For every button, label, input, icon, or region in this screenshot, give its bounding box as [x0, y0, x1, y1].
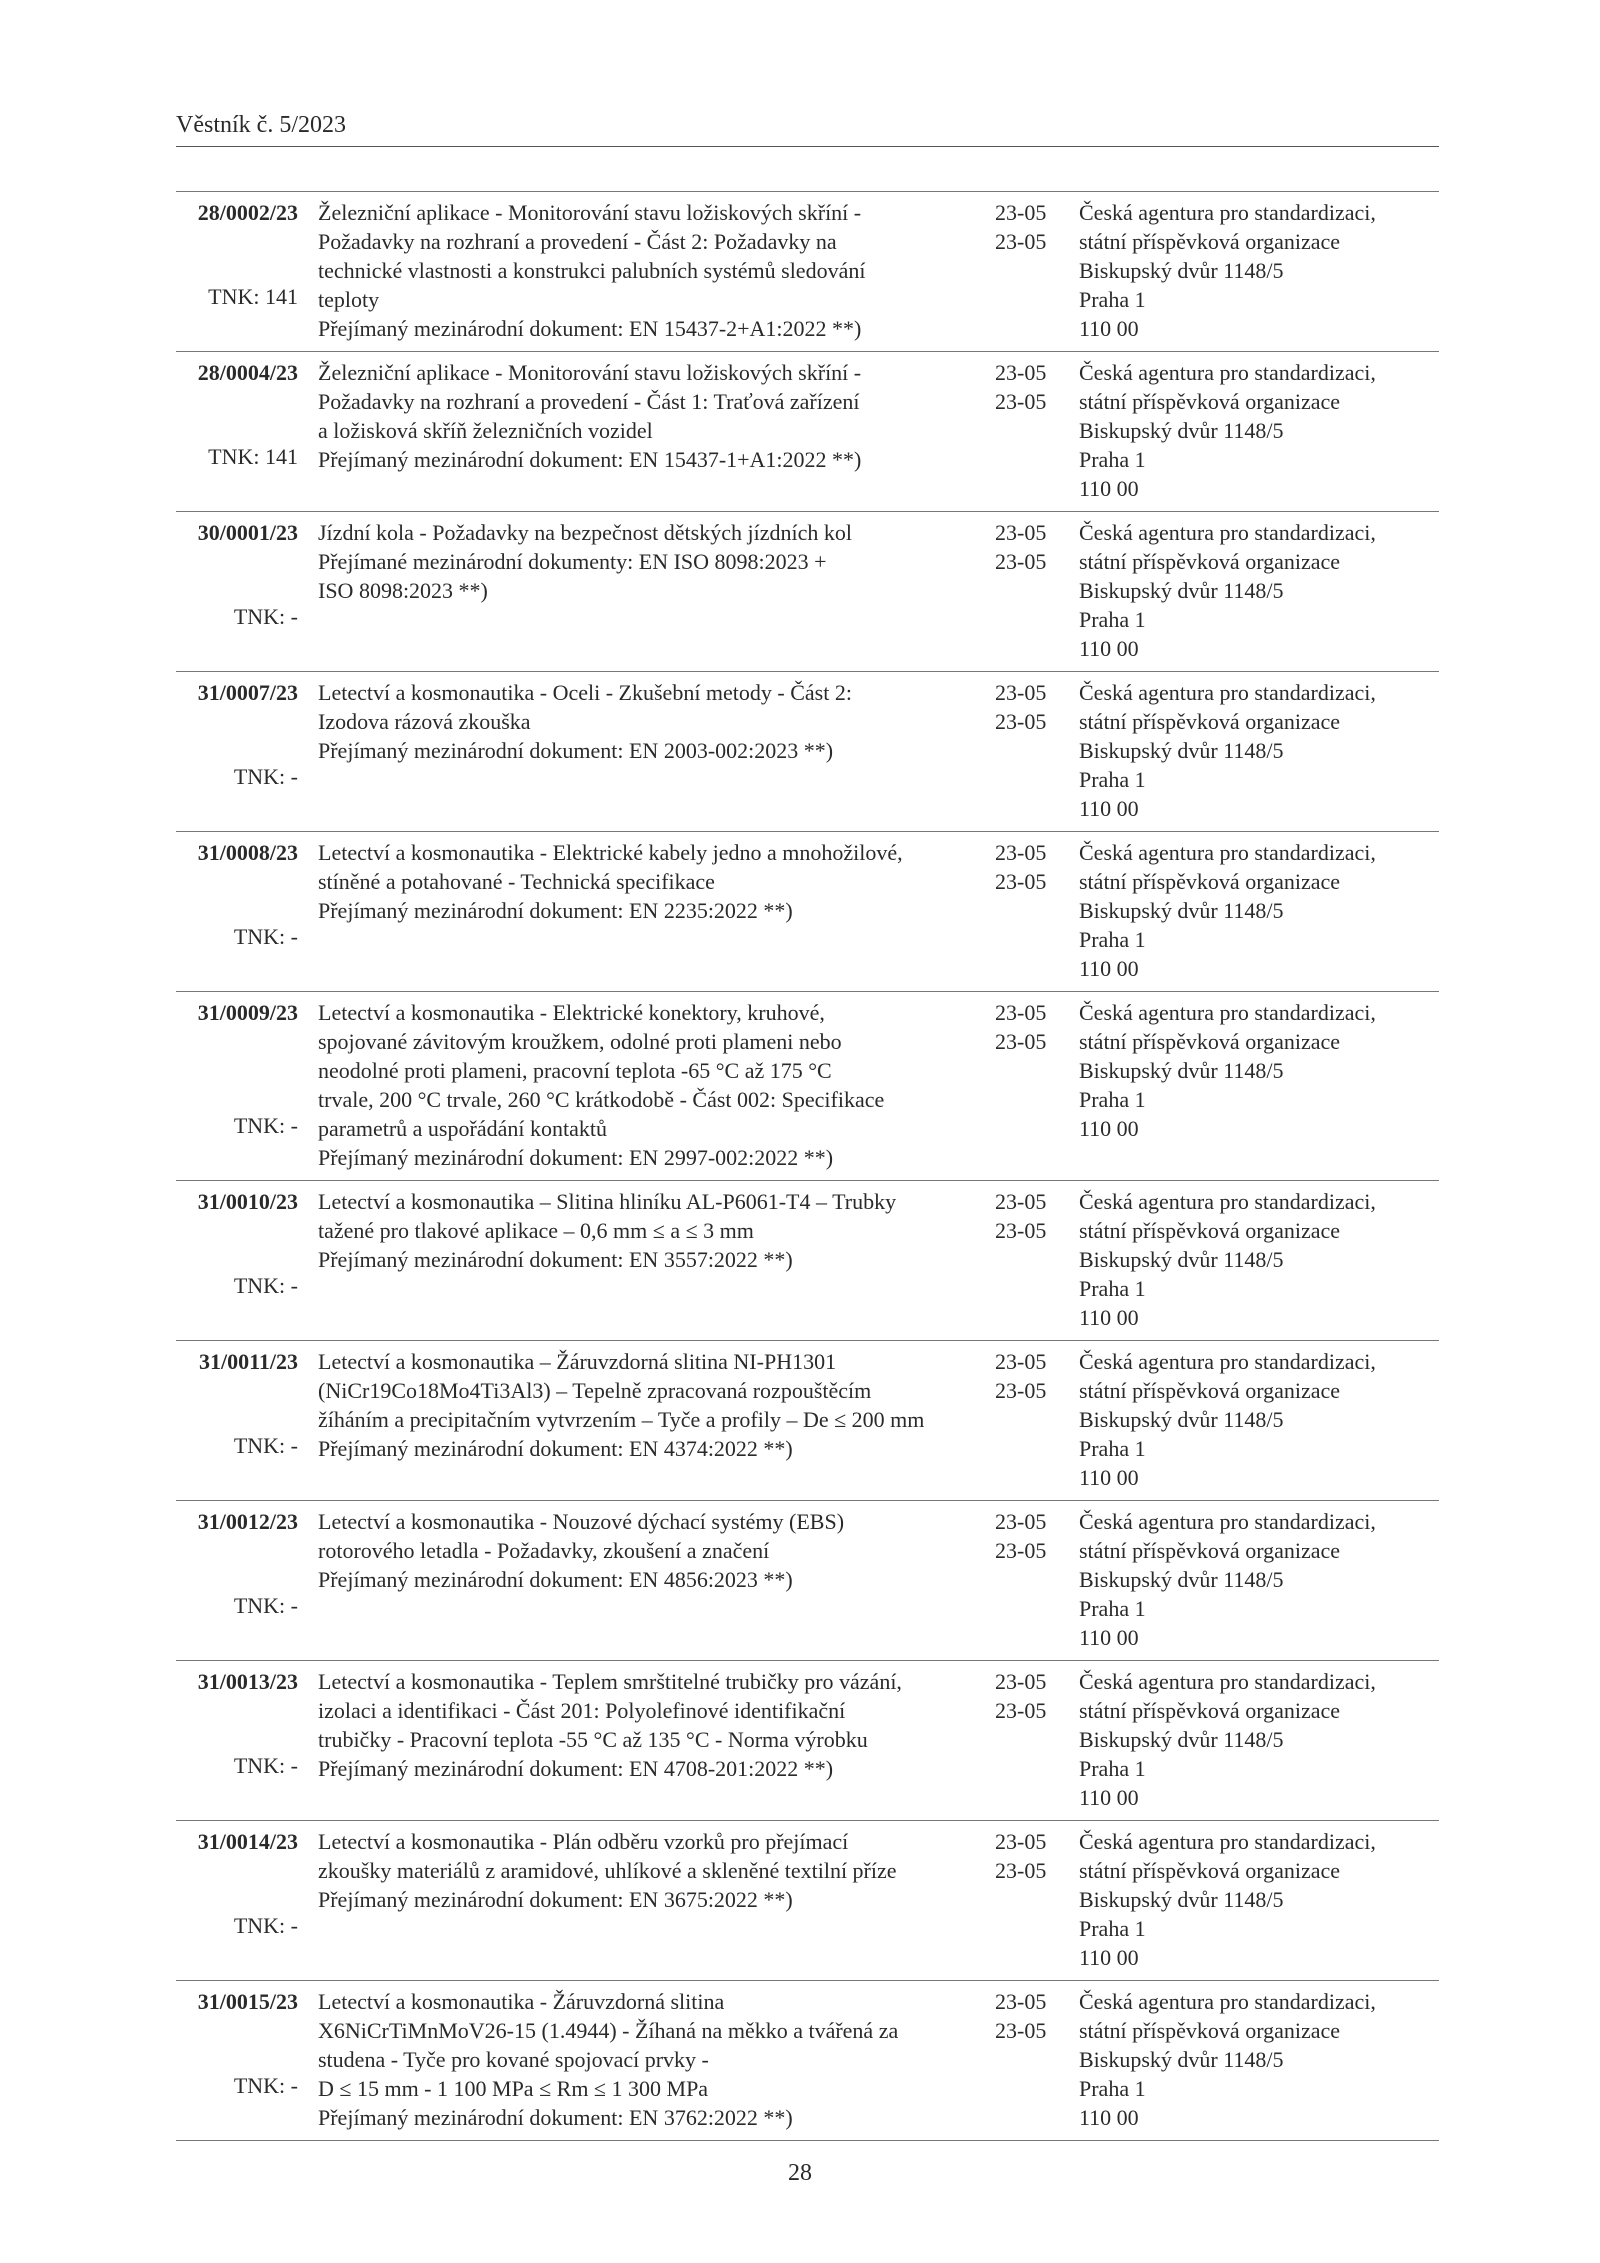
address-line: Biskupský dvůr 1148/5	[1079, 1567, 1284, 1592]
address-line: Praha 1	[1079, 1087, 1146, 1112]
address-line: státní příspěvková organizace	[1079, 1698, 1341, 1723]
tnk-label: TNK: -	[233, 1913, 298, 1938]
tnk-label: TNK: 141	[208, 284, 298, 309]
address-line: Biskupský dvůr 1148/5	[1079, 578, 1284, 603]
title-line: stíněné a potahované - Technická specifikace	[318, 869, 715, 894]
address-cell	[1073, 1981, 1439, 2141]
title-line: žíháním a precipitačním vytvrzením – Tyče a profily – De ≤ 200 mm	[318, 1407, 925, 1432]
page-header	[176, 112, 1439, 147]
address-line: státní příspěvková organizace	[1079, 389, 1341, 414]
standard-code-cell	[176, 1981, 308, 2141]
title-line: Přejímaný mezinárodní dokument: EN 4374:2022 **)	[318, 1436, 793, 1461]
standard-title-cell	[308, 1661, 981, 1821]
address-line: 110 00	[1079, 1465, 1139, 1490]
tnk-label: TNK: -	[233, 1753, 298, 1778]
title-line: D ≤ 15 mm - 1 100 MPa ≤ Rm ≤ 1 300 MPa	[318, 2076, 709, 2101]
table-row	[176, 192, 1439, 352]
standard-code: 31/0014/23	[197, 1829, 298, 1854]
table-row	[176, 1181, 1439, 1341]
date-value: 23-05	[995, 1349, 1047, 1374]
address-line: Česká agentura pro standardizaci,	[1079, 360, 1376, 385]
address-line: Praha 1	[1079, 1916, 1146, 1941]
address-line: Česká agentura pro standardizaci,	[1079, 1669, 1376, 1694]
title-line: Železniční aplikace - Monitorování stavu ložiskových skříní -	[318, 360, 862, 385]
date-value: 23-05	[995, 549, 1047, 574]
title-line: trvale, 200 °C trvale, 260 °C krátkodobě - Část 002: Specifikace	[318, 1087, 885, 1112]
standards-table	[176, 191, 1439, 2141]
address-line: Praha 1	[1079, 767, 1146, 792]
address-cell	[1073, 832, 1439, 992]
date-cell	[981, 672, 1073, 832]
tnk-label: TNK: -	[233, 924, 298, 949]
address-line: státní příspěvková organizace	[1079, 869, 1341, 894]
address-line: Praha 1	[1079, 1276, 1146, 1301]
standard-code-cell	[176, 1821, 308, 1981]
standard-code-cell	[176, 192, 308, 352]
standard-code-cell	[176, 672, 308, 832]
tnk-label: TNK: -	[233, 1273, 298, 1298]
tnk-label: TNK: -	[233, 1433, 298, 1458]
standard-code-cell	[176, 1661, 308, 1821]
title-line: Letectví a kosmonautika - Žáruvzdorná slitina	[318, 1989, 725, 2014]
date-value: 23-05	[995, 200, 1047, 225]
address-line: Biskupský dvůr 1148/5	[1079, 738, 1284, 763]
date-cell	[981, 992, 1073, 1181]
standard-code-cell	[176, 1341, 308, 1501]
standard-title-cell	[308, 992, 981, 1181]
standard-code: 31/0013/23	[197, 1669, 298, 1694]
journal-title: Věstník č. 5/2023	[176, 112, 346, 138]
table-row	[176, 992, 1439, 1181]
date-value: 23-05	[995, 229, 1047, 254]
standard-code: 31/0007/23	[197, 680, 298, 705]
date-cell	[981, 192, 1073, 352]
standard-code: 28/0002/23	[197, 200, 298, 225]
title-line: Přejímaný mezinárodní dokument: EN 3762:2022 **)	[318, 2105, 793, 2130]
standard-code-cell	[176, 1181, 308, 1341]
table-row	[176, 1661, 1439, 1821]
date-cell	[981, 512, 1073, 672]
address-line: Česká agentura pro standardizaci,	[1079, 1829, 1376, 1854]
title-line: Letectví a kosmonautika - Elektrické konektory, kruhové,	[318, 1000, 825, 1025]
date-cell	[981, 352, 1073, 512]
title-line: Letectví a kosmonautika - Oceli - Zkušební metody - Část 2:	[318, 680, 852, 705]
tnk-label: TNK: -	[233, 764, 298, 789]
standard-title-cell	[308, 1501, 981, 1661]
title-line: zkoušky materiálů z aramidové, uhlíkové a skleněné textilní příze	[318, 1858, 897, 1883]
address-line: státní příspěvková organizace	[1079, 1378, 1341, 1403]
standard-title-cell	[308, 1981, 981, 2141]
address-line: 110 00	[1079, 636, 1139, 661]
standard-code-cell	[176, 512, 308, 672]
address-line: Česká agentura pro standardizaci,	[1079, 200, 1376, 225]
title-line: Letectví a kosmonautika – Slitina hliníku AL-P6061-T4 – Trubky	[318, 1189, 897, 1214]
address-line: 110 00	[1079, 316, 1139, 341]
address-line: 110 00	[1079, 1625, 1139, 1650]
tnk-label: TNK: -	[233, 2073, 298, 2098]
address-cell	[1073, 192, 1439, 352]
table-row	[176, 1981, 1439, 2141]
standard-code: 31/0009/23	[197, 1000, 298, 1025]
address-line: státní příspěvková organizace	[1079, 2018, 1341, 2043]
title-line: Letectví a kosmonautika - Plán odběru vzorků pro přejímací	[318, 1829, 849, 1854]
standard-title-cell	[308, 192, 981, 352]
date-cell	[981, 1821, 1073, 1981]
address-line: Biskupský dvůr 1148/5	[1079, 1407, 1284, 1432]
tnk-label: TNK: 141	[208, 444, 298, 469]
address-line: 110 00	[1079, 476, 1139, 501]
standard-title-cell	[308, 1821, 981, 1981]
address-line: státní příspěvková organizace	[1079, 1218, 1341, 1243]
standard-code: 31/0012/23	[197, 1509, 298, 1534]
title-line: Přejímaný mezinárodní dokument: EN 3675:2022 **)	[318, 1887, 793, 1912]
address-line: Praha 1	[1079, 1436, 1146, 1461]
title-line: Přejímaný mezinárodní dokument: EN 2003-002:2023 **)	[318, 738, 834, 763]
address-line: státní příspěvková organizace	[1079, 1029, 1341, 1054]
address-cell	[1073, 672, 1439, 832]
date-value: 23-05	[995, 1218, 1047, 1243]
address-line: státní příspěvková organizace	[1079, 709, 1341, 734]
address-line: Biskupský dvůr 1148/5	[1079, 1887, 1284, 1912]
address-cell	[1073, 352, 1439, 512]
title-line: Izodova rázová zkouška	[318, 709, 531, 734]
date-value: 23-05	[995, 709, 1047, 734]
standard-title-cell	[308, 672, 981, 832]
date-value: 23-05	[995, 1989, 1047, 2014]
address-line: Česká agentura pro standardizaci,	[1079, 840, 1376, 865]
address-line: 110 00	[1079, 796, 1139, 821]
date-value: 23-05	[995, 680, 1047, 705]
address-line: Česká agentura pro standardizaci,	[1079, 1509, 1376, 1534]
address-cell	[1073, 1501, 1439, 1661]
title-line: Letectví a kosmonautika - Nouzové dýchací systémy (EBS)	[318, 1509, 845, 1534]
date-value: 23-05	[995, 520, 1047, 545]
date-cell	[981, 1181, 1073, 1341]
address-line: Česká agentura pro standardizaci,	[1079, 1189, 1376, 1214]
table-row	[176, 1341, 1439, 1501]
title-line: Letectví a kosmonautika - Elektrické kabely jedno a mnohožilové,	[318, 840, 903, 865]
date-value: 23-05	[995, 1029, 1047, 1054]
address-line: 110 00	[1079, 1116, 1139, 1141]
date-value: 23-05	[995, 2018, 1047, 2043]
address-line: Biskupský dvůr 1148/5	[1079, 258, 1284, 283]
standard-code: 31/0015/23	[197, 1989, 298, 2014]
address-cell	[1073, 1661, 1439, 1821]
tnk-label: TNK: -	[233, 1113, 298, 1138]
date-cell	[981, 1661, 1073, 1821]
address-line: 110 00	[1079, 956, 1139, 981]
address-line: Praha 1	[1079, 2076, 1146, 2101]
date-cell	[981, 1981, 1073, 2141]
date-value: 23-05	[995, 1378, 1047, 1403]
address-line: Biskupský dvůr 1148/5	[1079, 898, 1284, 923]
address-line: Česká agentura pro standardizaci,	[1079, 1989, 1376, 2014]
standard-title-cell	[308, 1341, 981, 1501]
title-line: spojované závitovým kroužkem, odolné proti plameni nebo	[318, 1029, 842, 1054]
date-value: 23-05	[995, 1698, 1047, 1723]
title-line: teploty	[318, 287, 380, 312]
date-cell	[981, 1341, 1073, 1501]
title-line: Přejímaný mezinárodní dokument: EN 2235:2022 **)	[318, 898, 793, 923]
date-value: 23-05	[995, 869, 1047, 894]
date-value: 23-05	[995, 1189, 1047, 1214]
address-cell	[1073, 1181, 1439, 1341]
title-line: trubičky - Pracovní teplota -55 °C až 135 °C - Norma výrobku	[318, 1727, 868, 1752]
address-cell	[1073, 512, 1439, 672]
standard-code-cell	[176, 992, 308, 1181]
title-line: Přejímaný mezinárodní dokument: EN 15437-1+A1:2022 **)	[318, 447, 862, 472]
address-cell	[1073, 1821, 1439, 1981]
address-line: státní příspěvková organizace	[1079, 229, 1341, 254]
address-line: státní příspěvková organizace	[1079, 549, 1341, 574]
title-line: Přejímané mezinárodní dokumenty: EN ISO 8098:2023 +	[318, 549, 827, 574]
table-row	[176, 352, 1439, 512]
date-value: 23-05	[995, 1538, 1047, 1563]
standard-code: 31/0008/23	[197, 840, 298, 865]
date-value: 23-05	[995, 840, 1047, 865]
address-cell	[1073, 1341, 1439, 1501]
table-row	[176, 672, 1439, 832]
title-line: Přejímaný mezinárodní dokument: EN 4708-201:2022 **)	[318, 1756, 834, 1781]
address-line: Biskupský dvůr 1148/5	[1079, 1727, 1284, 1752]
title-line: X6NiCrTiMnMoV26-15 (1.4944) - Žíhaná na měkko a tvářená za	[318, 2018, 899, 2043]
date-value: 23-05	[995, 1509, 1047, 1534]
address-line: 110 00	[1079, 1305, 1139, 1330]
date-value: 23-05	[995, 1669, 1047, 1694]
address-line: 110 00	[1079, 1785, 1139, 1810]
date-value: 23-05	[995, 389, 1047, 414]
standard-title-cell	[308, 832, 981, 992]
title-line: Přejímaný mezinárodní dokument: EN 4856:2023 **)	[318, 1567, 793, 1592]
standard-title-cell	[308, 512, 981, 672]
title-line: Přejímaný mezinárodní dokument: EN 2997-002:2022 **)	[318, 1145, 834, 1170]
page-number: 28	[788, 2160, 812, 2186]
address-line: Praha 1	[1079, 1756, 1146, 1781]
date-cell	[981, 1501, 1073, 1661]
title-line: Přejímaný mezinárodní dokument: EN 3557:2022 **)	[318, 1247, 793, 1272]
title-line: ISO 8098:2023 **)	[318, 578, 488, 603]
title-line: studena - Tyče pro kované spojovací prvky -	[318, 2047, 709, 2072]
title-line: Požadavky na rozhraní a provedení - Část 2: Požadavky na	[318, 229, 837, 254]
title-line: tažené pro tlakové aplikace – 0,6 mm ≤ a ≤ 3 mm	[318, 1218, 754, 1243]
address-line: Biskupský dvůr 1148/5	[1079, 1058, 1284, 1083]
tnk-label: TNK: -	[233, 604, 298, 629]
title-line: parametrů a uspořádání kontaktů	[318, 1116, 607, 1141]
title-line: rotorového letadla - Požadavky, zkoušení a značení	[318, 1538, 770, 1563]
address-line: Praha 1	[1079, 1596, 1146, 1621]
address-line: Biskupský dvůr 1148/5	[1079, 1247, 1284, 1272]
title-line: Letectví a kosmonautika - Teplem smrštitelné trubičky pro vázání,	[318, 1669, 902, 1694]
title-line: (NiCr19Co18Mo4Ti3Al3) – Tepelně zpracovaná rozpouštěcím	[318, 1378, 872, 1403]
address-line: Praha 1	[1079, 927, 1146, 952]
standard-code: 28/0004/23	[197, 360, 298, 385]
address-line: Česká agentura pro standardizaci,	[1079, 1000, 1376, 1025]
address-line: 110 00	[1079, 1945, 1139, 1970]
standard-title-cell	[308, 352, 981, 512]
address-line: Praha 1	[1079, 607, 1146, 632]
address-line: Praha 1	[1079, 287, 1146, 312]
date-cell	[981, 832, 1073, 992]
title-line: Požadavky na rozhraní a provedení - Část 1: Traťová zařízení	[318, 389, 860, 414]
title-line: neodolné proti plameni, pracovní teplota -65 °C až 175 °C	[318, 1058, 832, 1083]
address-line: Praha 1	[1079, 447, 1146, 472]
address-line: Biskupský dvůr 1148/5	[1079, 418, 1284, 443]
standard-code: 31/0011/23	[198, 1349, 298, 1374]
title-line: a ložisková skříň železničních vozidel	[318, 418, 653, 443]
date-value: 23-05	[995, 1829, 1047, 1854]
date-value: 23-05	[995, 1858, 1047, 1883]
address-line: státní příspěvková organizace	[1079, 1538, 1341, 1563]
title-line: Letectví a kosmonautika – Žáruvzdorná slitina NI-PH1301	[318, 1349, 837, 1374]
title-line: izolaci a identifikaci - Část 201: Polyolefinové identifikační	[318, 1698, 846, 1723]
table-row	[176, 1501, 1439, 1661]
address-line: Česká agentura pro standardizaci,	[1079, 1349, 1376, 1374]
standard-code: 31/0010/23	[197, 1189, 298, 1214]
date-value: 23-05	[995, 1000, 1047, 1025]
standard-code-cell	[176, 832, 308, 992]
tnk-label: TNK: -	[233, 1593, 298, 1618]
table-row	[176, 512, 1439, 672]
title-line: Železniční aplikace - Monitorování stavu ložiskových skříní -	[318, 200, 862, 225]
title-line: Jízdní kola - Požadavky na bezpečnost dětských jízdních kol	[318, 520, 852, 545]
title-line: Přejímaný mezinárodní dokument: EN 15437-2+A1:2022 **)	[318, 316, 862, 341]
standard-code-cell	[176, 352, 308, 512]
address-line: Biskupský dvůr 1148/5	[1079, 2047, 1284, 2072]
date-value: 23-05	[995, 360, 1047, 385]
address-line: státní příspěvková organizace	[1079, 1858, 1341, 1883]
title-line: technické vlastnosti a konstrukci palubních systémů sledování	[318, 258, 866, 283]
table-row	[176, 832, 1439, 992]
standard-code: 30/0001/23	[197, 520, 298, 545]
address-cell	[1073, 992, 1439, 1181]
table-row	[176, 1821, 1439, 1981]
standard-code-cell	[176, 1501, 308, 1661]
standard-title-cell	[308, 1181, 981, 1341]
address-line: Česká agentura pro standardizaci,	[1079, 520, 1376, 545]
address-line: Česká agentura pro standardizaci,	[1079, 680, 1376, 705]
address-line: 110 00	[1079, 2105, 1139, 2130]
